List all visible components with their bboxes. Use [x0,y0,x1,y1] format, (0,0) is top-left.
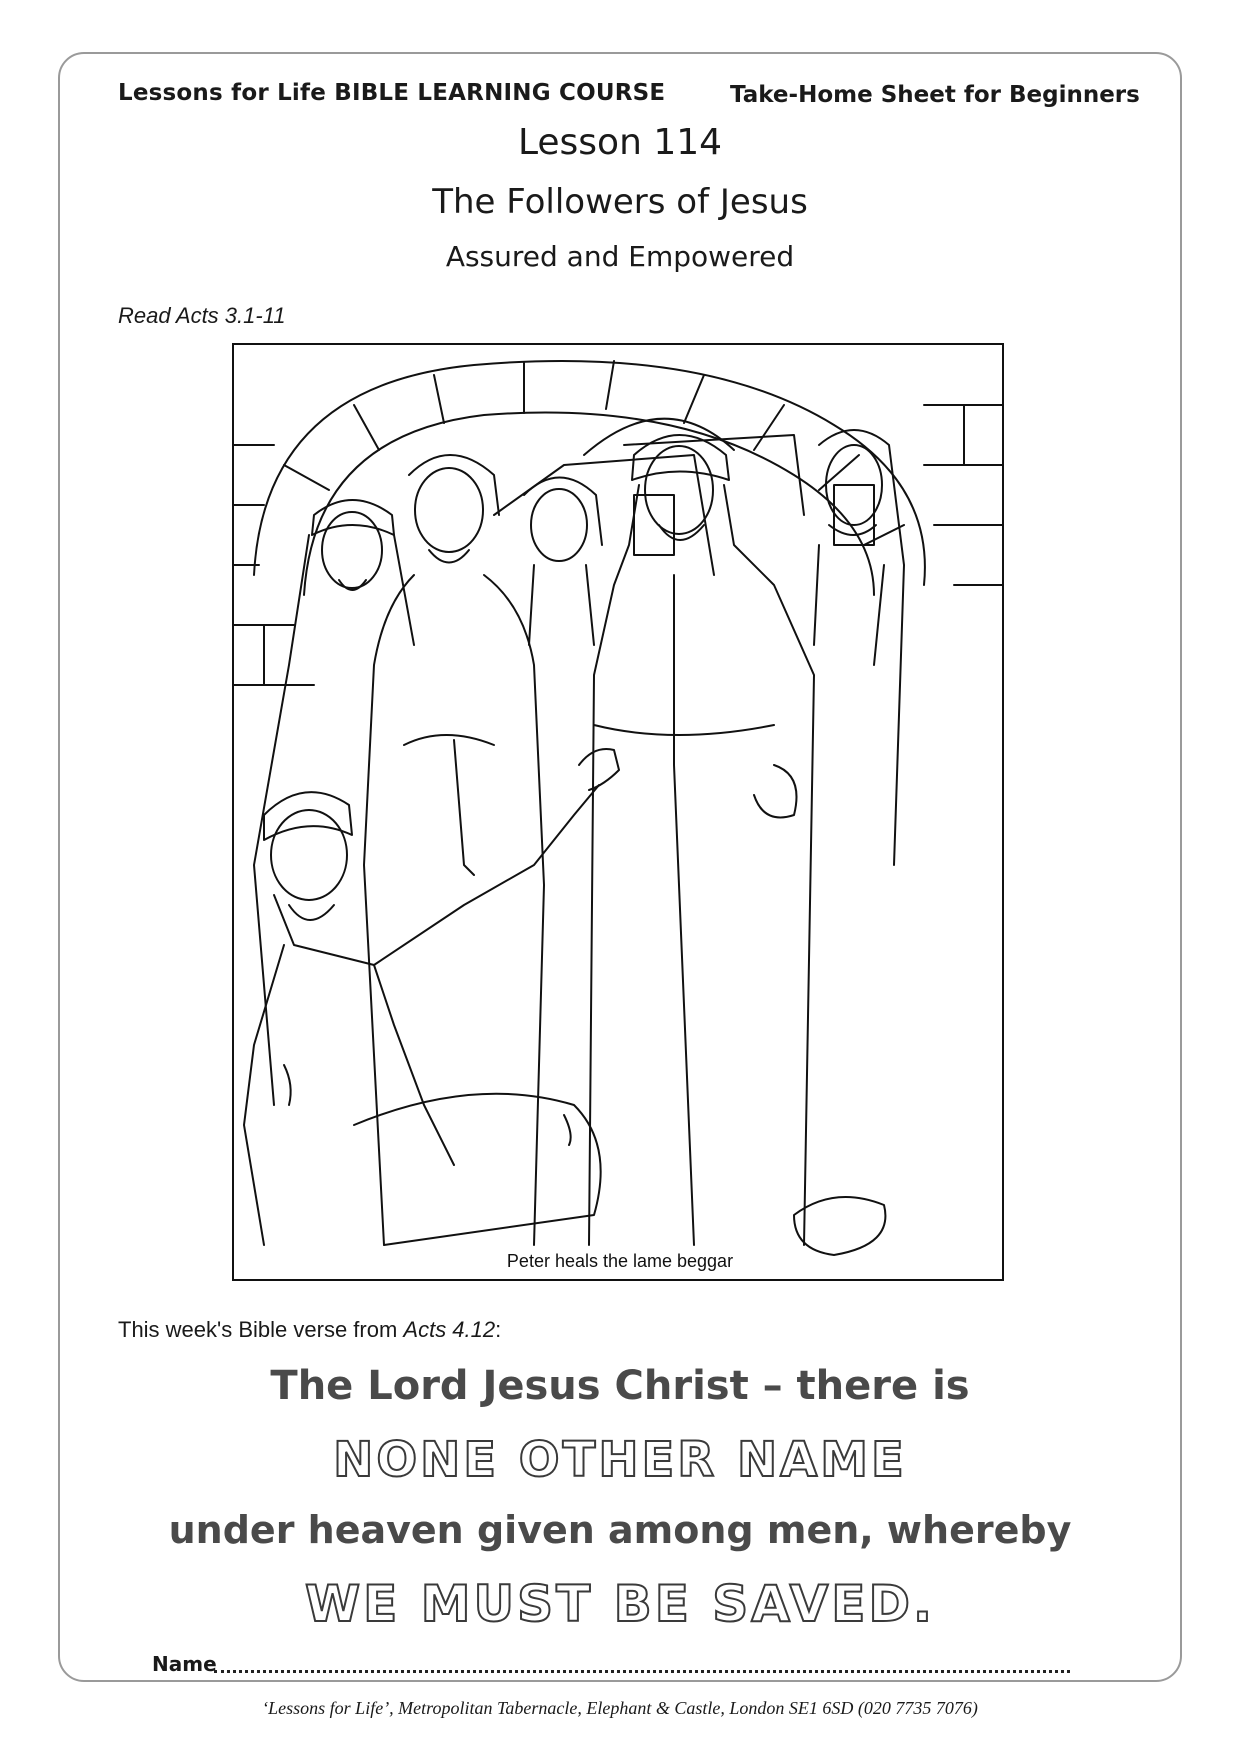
reading-reference: Read Acts 3.1-11 [118,303,286,328]
verse-line-1: The Lord Jesus Christ – there is [270,1363,970,1409]
course-title: Lessons for Life BIBLE LEARNING COURSE [118,80,666,106]
illustration-caption: Peter heals the lame beggar [234,1251,1004,1272]
verse-intro: This week's Bible verse from Acts 4.12: [118,1317,502,1342]
sheet-type: Take-Home Sheet for Beginners [730,82,1140,108]
verse-line-2-outlined: NONE OTHER NAME [333,1432,907,1488]
name-write-line[interactable] [214,1670,1070,1673]
illustration-line-art [234,345,1004,1281]
footer-address: ‘Lessons for Life’, Metropolitan Tabernacle, Elephant & Castle, London SE1 6SD (020 7735 7076) [262,1698,978,1718]
verse-line-3: under heaven given among men, whereby [168,1508,1072,1552]
lesson-number: Lesson 114 [517,122,723,163]
coloring-illustration [232,343,1004,1281]
name-label: Name [152,1652,217,1676]
lesson-subtitle: Assured and Empowered [445,240,795,273]
verse-line-4-outlined: WE MUST BE SAVED. [305,1575,935,1633]
lesson-title: The Followers of Jesus [432,182,808,222]
verse-reference: Acts 4.12 [403,1317,496,1342]
